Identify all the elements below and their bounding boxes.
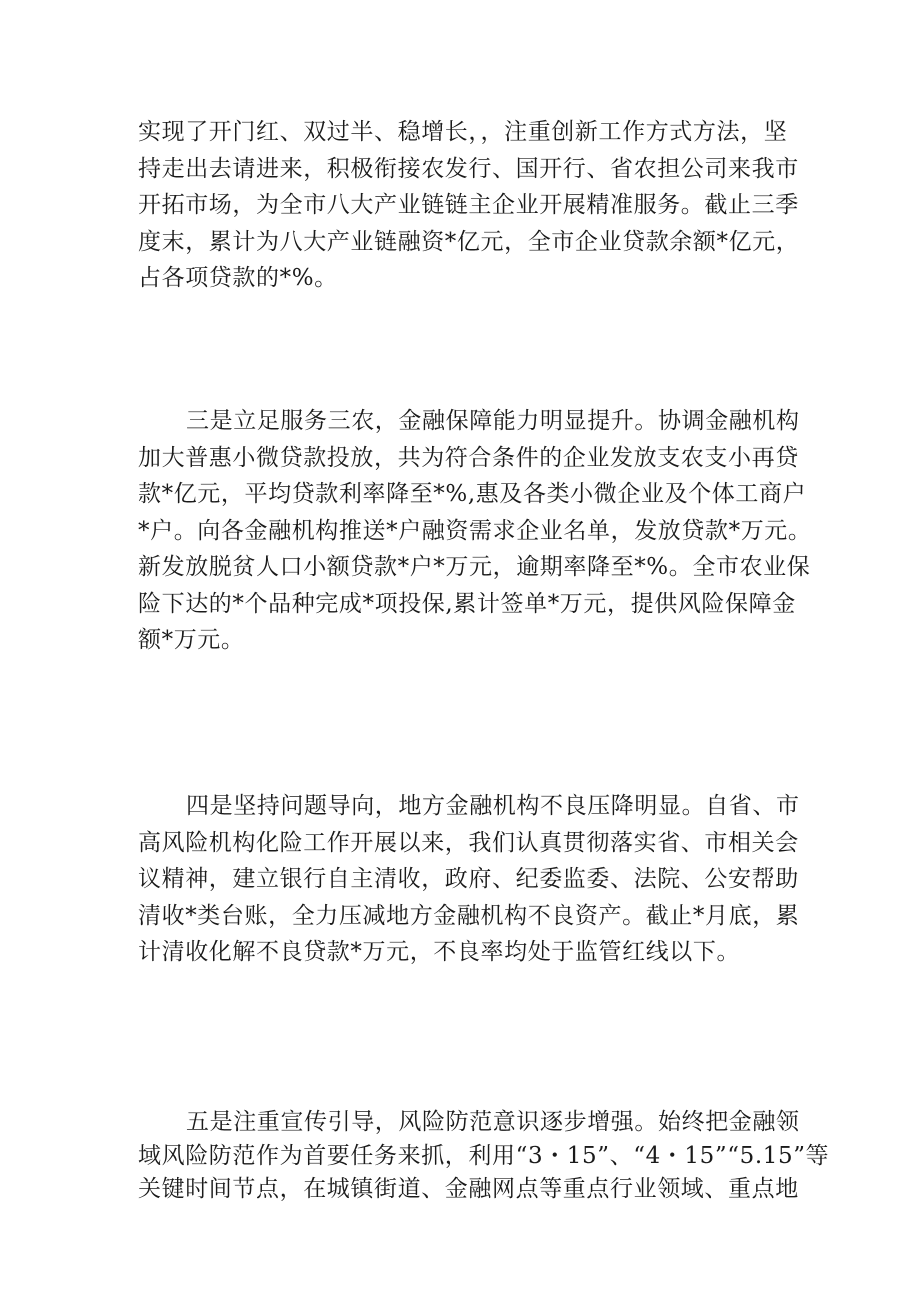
text-line: 持走出去请进来，积极衔接农发行、国开行、省农担公司来我市 [138, 155, 799, 182]
paragraph-4 [138, 1104, 830, 1207]
text-line: 占各项贷款的*%。 [138, 265, 338, 291]
text-line: *户。向各金融机构推送*户融资需求企业名单，发放贷款*万元。 [138, 517, 812, 544]
paragraph-3 [138, 788, 800, 971]
text-line: 五是注重宣传引导，风险防范意识逐步增强。始终把金融领 [186, 1109, 800, 1135]
paragraph-2 [138, 403, 812, 659]
text-line: 新发放脱贫人口小额贷款*户*万元，逾期率降至*%。全市农业保 [138, 554, 811, 580]
text-line: 高风险机构化险工作开展以来，我们认真贯彻落实省、市相关会 [138, 829, 799, 856]
text-line: 议精神，建立银行自主清收，政府、纪委监委、法院、公安帮助 [138, 866, 799, 892]
text-line: 开拓市场，为全市八大产业链链主企业开展精准服务。截止三季 [138, 192, 799, 218]
text-line: 关键时间节点，在城镇街道、金融网点等重点行业领域、重点地 [138, 1175, 799, 1202]
text-line: 计清收化解不良贷款*万元，不良率均处于监管红线以下。 [138, 939, 741, 965]
text-line: 险下达的*个品种完成*项投保,累计签单*万元，提供风险保障金 [138, 590, 796, 617]
text-line: 款*亿元，平均贷款利率降至*%,惠及各类小微企业及个体工商户 [138, 481, 807, 507]
paragraph-1 [138, 114, 800, 297]
text-line: 四是坚持问题导向，地方金融机构不良压降明显。自省、市 [186, 793, 800, 819]
text-line: 度末，累计为八大产业链融资*亿元，全市企业贷款余额*亿元， [138, 228, 800, 255]
text-line: 三是立足服务三农，金融保障能力明显提升。协调金融机构 [186, 408, 800, 434]
text-line: 清收*类台账，全力压减地方金融机构不良资产。截止*月底，累 [138, 902, 800, 929]
text-line: 实现了开门红、双过半、稳增长，，注重创新工作方式方法，坚 [138, 119, 788, 145]
text-line: 额*万元。 [138, 627, 245, 653]
text-line: 域风险防范作为首要任务来抓，利用“3・15”、“4・15”“5.15”等 [138, 1142, 830, 1169]
text-line: 加大普惠小微贷款投放，共为符合条件的企业发放支农支小再贷 [138, 444, 799, 471]
